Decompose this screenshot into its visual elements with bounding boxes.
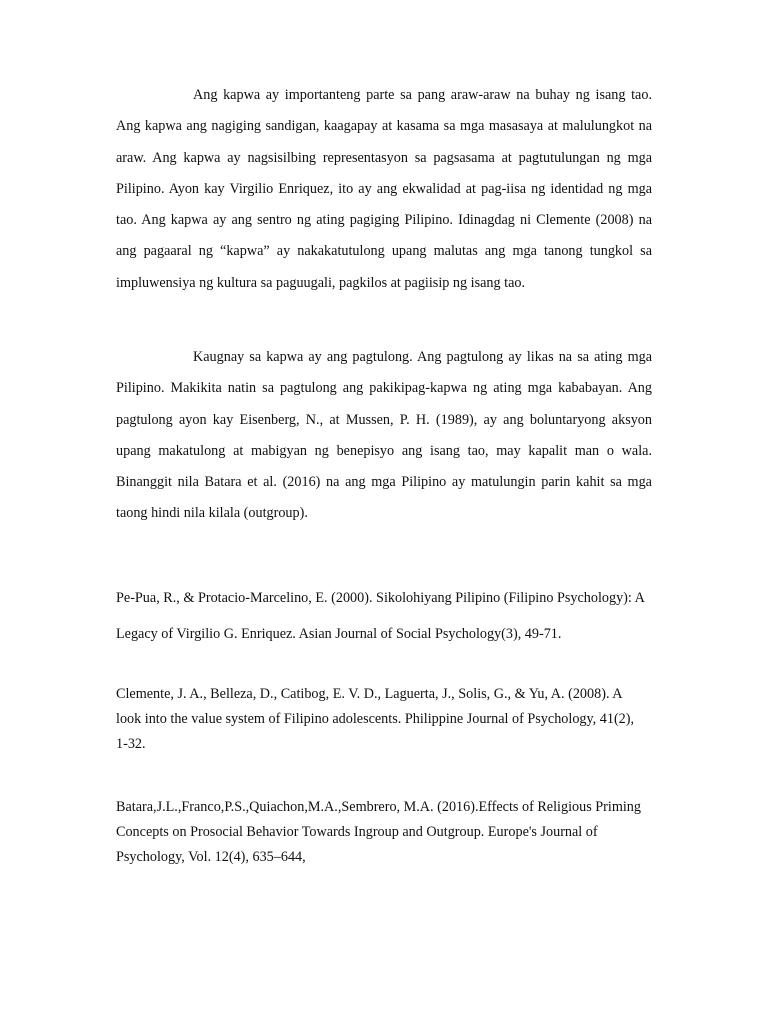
paragraph-pagtulong: [116, 342, 652, 530]
reference-pe-pua: [116, 580, 656, 652]
reference-line: Concepts on Prosocial Behavior Towards Ingroup and Outgroup. Europe's Journal of: [116, 824, 598, 840]
reference-line: 1-32.: [116, 736, 146, 752]
reference-line: Legacy of Virgilio G. Enriquez. Asian Journal of Social Psychology(3), 49-71.: [116, 626, 562, 642]
paragraph-kapwa: [116, 80, 652, 299]
reference-line: Pe-Pua, R., & Protacio-Marcelino, E. (2000). Sikolohiyang Pilipino (Filipino Psychology): A: [116, 590, 645, 606]
reference-batara: [116, 795, 656, 870]
reference-line: look into the value system of Filipino adolescents. Philippine Journal of Psychology, 41(2),: [116, 711, 635, 727]
reference-line: Batara,J.L.,Franco,P.S.,Quiachon,M.A.,Sembrero, M.A. (2016).Effects of Religious Priming: [116, 799, 641, 815]
paragraph-text: Kaugnay sa kapwa ay ang pagtulong. Ang pagtulong ay likas na sa ating mga Pilipino. Makikita natin sa pagtulong ang pakikipag-kapwa ng ating mga kababayan. Ang pagtulong ayon kay Eisenberg, N., at Mussen, P. H. (1989), ay ang boluntaryong aksyon upang makatulong at mabigyan ng benepisyo ang isang tao, may kapalit man o wala. Binanggit nila Batara et al. (2016) na ang mga Pilipino ay matulungin parin kahit sa mga taong hindi nila kilala (outgroup).: [116, 349, 652, 522]
paragraph-text: Ang kapwa ay importanteng parte sa pang araw-araw na buhay ng isang tao. Ang kapwa ang nagiging sandigan, kaagapay at kasama sa mga masasaya at malulungkot na araw. Ang kapwa ay nagsisilbing representasyon sa pagsasama at pagtutulungan ng mga Pilipino. Ayon kay Virgilio Enriquez, ito ay ang ekwalidad at pag-iisa ng identidad ng mga tao. Ang kapwa ay ang sentro ng ating pagiging Pilipino. Idinagdag ni Clemente (2008) na ang pagaaral ng “kapwa” ay nakakatutulong upang malutas ang mga tanong tungkol sa impluwensiya ng kultura sa paguugali, pagkilos at pagiisip ng isang tao.: [116, 87, 652, 291]
reference-line: Clemente, J. A., Belleza, D., Catibog, E. V. D., Laguerta, J., Solis, G., & Yu, A. (2008). A: [116, 686, 623, 702]
reference-line: Psychology, Vol. 12(4), 635–644,: [116, 849, 306, 865]
reference-clemente: [116, 682, 656, 757]
